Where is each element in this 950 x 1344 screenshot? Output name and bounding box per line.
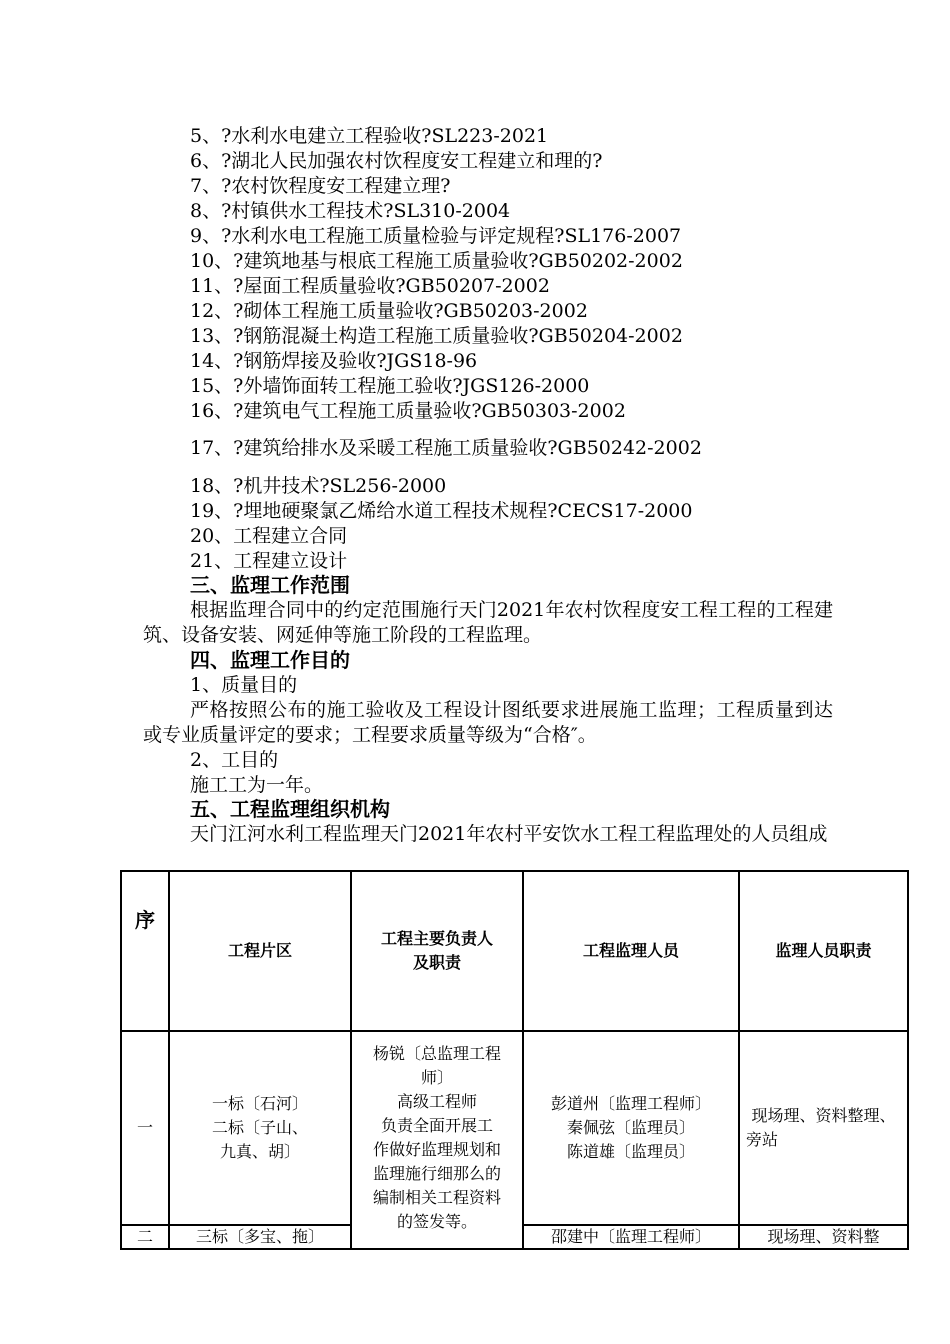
schedule-goal-item: 2、工目的 [190, 749, 279, 771]
section3-heading: 三、监理工作范围 [190, 573, 350, 597]
standard-item: 11、?屋面工程质量验收?GB50207-2002 [190, 275, 550, 297]
header-seq: 序 [121, 871, 169, 1031]
header-area: 工程片区 [169, 871, 351, 1031]
row-staff: 邵建中〔监理工程师〕 [523, 1225, 739, 1249]
row-seq: 一 [121, 1031, 169, 1225]
row-staff: 彭道州〔监理工程师〕 秦佩弦〔监理员〕 陈道雄〔监理员〕 [523, 1031, 739, 1225]
standard-item: 7、?农村饮程度安工程建立理? [190, 175, 451, 197]
standard-item: 16、?建筑电气工程施工质量验收?GB50303-2002 [190, 400, 626, 422]
row-duty: 现场理、资料整理、旁站 [739, 1031, 908, 1225]
supervision-staff-table [120, 870, 909, 1250]
standard-item: 9、?水利水电工程施工质量检验与评定规程?SL176-2007 [190, 225, 682, 247]
standard-item: 6、?湖北人民加强农村饮程度安工程建立和理的? [190, 150, 603, 172]
quality-goal-text: 严格按照公布的施工验收及工程设计图纸要求进展施工监理；工程质量到达或专业质量评定的要求；工程要求质量等级为“合格″。 [143, 699, 833, 746]
section5-heading: 五、工程监理组织机构 [190, 797, 390, 821]
standard-item: 21、工程建立设计 [190, 550, 348, 572]
standard-item: 8、?村镇供水工程技术?SL310-2004 [190, 200, 511, 222]
standard-item: 13、?钢筋混凝土构造工程施工质量验收?GB50204-2002 [190, 325, 683, 347]
row-duty: 现场理、资料整 [739, 1225, 908, 1249]
section4-heading: 四、监理工作目的 [190, 648, 350, 672]
table-row [121, 1031, 908, 1225]
standard-item: 10、?建筑地基与根底工程施工质量验收?GB50202-2002 [190, 250, 683, 272]
section5-text: 天门江河水利工程监理天门2021年农村平安饮水工程工程监理处的人员组成 [190, 823, 828, 845]
standard-item: 14、?钢筋焊接及验收?JGS18-96 [190, 350, 478, 372]
standard-item: 18、?机井技术?SL256-2000 [190, 475, 447, 497]
standard-item: 19、?埋地硬聚氯乙烯给水道工程技术规程?CECS17-2000 [190, 500, 693, 522]
schedule-goal-text: 施工工为一年。 [190, 774, 324, 796]
standard-item: 5、?水利水电建立工程验收?SL223-2021 [190, 125, 549, 147]
row-area: 三标〔多宝、拖〕 [169, 1225, 351, 1249]
table-header-row [121, 871, 908, 1031]
row-area: 一标〔石河〕 二标〔子山、 九真、胡〕 [169, 1031, 351, 1225]
header-leader: 工程主要负责人 及职责 [351, 871, 523, 1031]
standard-item: 15、?外墙饰面转工程施工验收?JGS126-2000 [190, 375, 590, 397]
standard-item: 12、?砌体工程施工质量验收?GB50203-2002 [190, 300, 588, 322]
row-seq: 二 [121, 1225, 169, 1249]
row-leader: 杨锐〔总监理工程 师〕 高级工程师 负责全面开展工 作做好监理规划和 监理施行细那么的 编制相关工程资料 的签发等。 [351, 1031, 523, 1249]
header-duty: 监理人员职责 [739, 871, 908, 1031]
standard-item: 20、工程建立合同 [190, 525, 348, 547]
standard-item: 17、?建筑给排水及采暖工程施工质量验收?GB50242-2002 [190, 437, 702, 459]
section3-text: 根据监理合同中的约定范围施行天门2021年农村饮程度安工程工程的工程建筑、设备安装、网延伸等施工阶段的工程监理。 [143, 599, 833, 646]
header-staff: 工程监理人员 [523, 871, 739, 1031]
quality-goal-item: 1、质量目的 [190, 674, 298, 696]
